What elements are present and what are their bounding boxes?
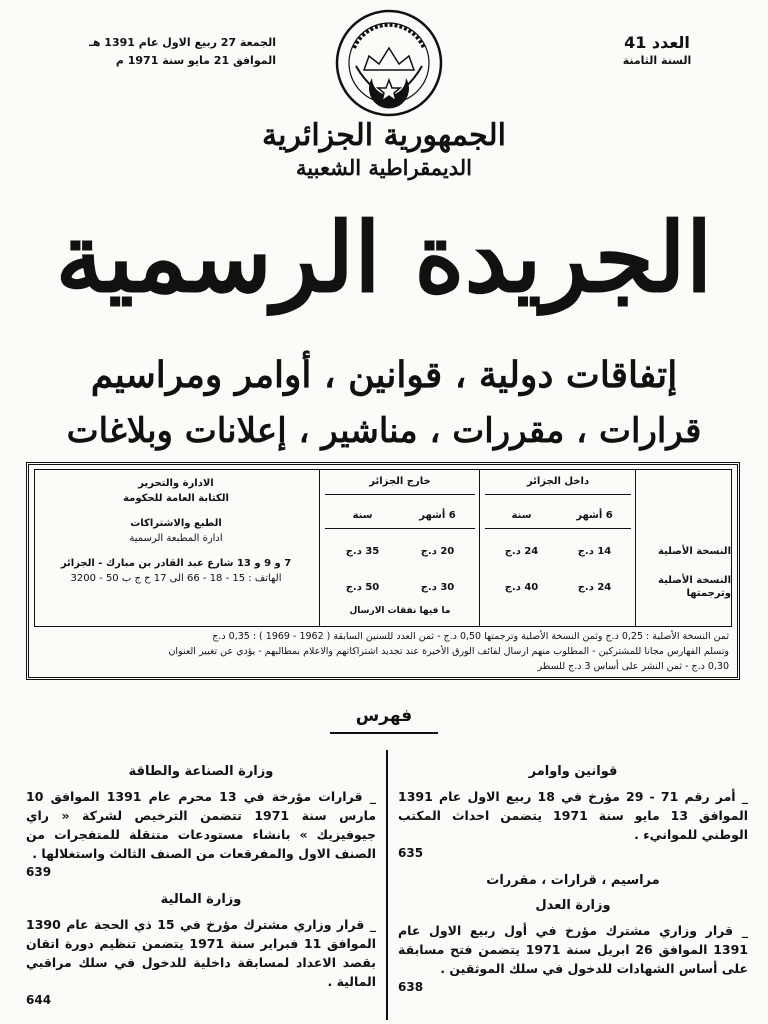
divider [325,494,475,495]
note-3: 0,30 د.ج - ثمن النشر على أساس 3 د.ج للسطر [537,661,729,672]
divider [635,470,636,626]
index-heading: فهرس [355,706,413,726]
index-entry: _ قرار وزاري مشترك مؤرخ في 15 ذي الحجة عام 1390 الموافق 11 فبراير سنة 1971 يتضمن تنظيم دورة اتقان بقصد الاعداد لمسابقة داخلية للدخول في سلك مراقبي المالية . [26,917,376,989]
divider [325,528,475,529]
heading-rule [330,732,438,734]
section-heading: وزارة العدل [535,898,611,913]
administration-info [37,476,315,586]
admin-line-1: الكتابة العامة للحكومة [123,493,229,504]
inside-original-6m: 14 د.ج [577,546,612,557]
subscription-notes [37,629,729,674]
page-number: 639 [26,865,52,879]
row-label-original: النسخة الأصلية [658,546,731,557]
volume-year: السنة الثامنة [622,54,692,67]
note-1: ثمن النسخة الأصلية : 0,25 د.ج وثمن النسخة الأصلية وترجمتها 0,50 د.ج - ثمن العدد للسنين السابقة ( 1962 - 1969 ) : 0,35 د.ج [212,631,729,642]
date-hijri: الجمعة 27 ربيع الاول عام 1391 هـ [89,36,276,49]
index-right-column [398,760,748,1005]
date-gregorian: الموافق 21 مايو سنة 1971 م [115,54,276,67]
section-heading: وزارة المالية [160,892,242,907]
outside-original-year: 35 د.ج [345,546,380,557]
header-dates [36,34,276,70]
inside-algeria-header: داخل الجزائر [526,476,590,487]
outside-algeria-header: خارج الجزائر [369,476,431,487]
outside-col-year: سنة [352,510,373,521]
state-emblem-seal [334,8,444,118]
outside-translated-year: 50 د.ج [345,582,380,593]
issue-number: العدد 41 [624,33,690,52]
section-heading: قوانين واوامر [528,764,618,779]
outside-original-6m: 20 د.ج [420,546,455,557]
page-number: 635 [398,846,424,860]
admin-title: الادارة والتحرير [138,478,214,489]
subscription-box [26,462,740,680]
outside-translated-6m: 30 د.ج [420,582,455,593]
section-heading: وزارة الصناعة والطاقة [128,764,274,779]
admin-line-3: ادارة المطبعة الرسمية [129,533,223,544]
admin-line-2: الطبع والاشتراكات [130,518,222,529]
admin-line-4: 7 و 9 و 13 شارع عبد القادر بن مبارك - الجزائر [60,558,292,569]
index-left-column [26,760,376,1018]
page-number: 644 [26,993,52,1007]
index-entry: _ قرار وزاري مشترك مؤرخ في أول ربيع الاول عام 1391 الموافق 26 ابريل سنة 1971 يتضمن فتح مسابقة على أساس الشهادات للدخول في سلك الموثقين . [398,923,748,976]
inside-translated-year: 40 د.ج [504,582,539,593]
subscription-table [34,469,732,627]
admin-line-5: الهاتف : 15 - 18 - 66 الى 17 ح ج ب 50 - 3200 [70,573,282,584]
divider [479,470,480,626]
index-entry: _ أمر رقم 71 - 29 مؤرخ في 18 ربيع الاول عام 1391 الموافق 13 مايو سنة 1971 يتضمن احداث المكتب الوطني للموانيء . [398,789,748,842]
inside-translated-6m: 24 د.ج [577,582,612,593]
index-entry: _ قرارات مؤرخة في 13 محرم عام 1391 الموافق 10 مارس سنة 1971 تتضمن الترخيص لشركة « راي جيوفيزيك » بانشاء مستودعات متنقلة للمتفجرات من الصنف الاول والمفرقعات من الصنف الثالث واستغلالها . [26,789,377,861]
masthead-subtitle-1: إتفاقات دولية ، قوانين ، أوامر ومراسيم [90,354,678,396]
header-issue [582,34,732,70]
page-number: 638 [398,980,424,994]
note-2: وتسلم الفهارس مجانا للمشتركين - المطلوب منهم ارسال لفائف الورق الأخيرة عند تجديد اشتراكاتهم والاعلام بمطالبهم - يؤدي عن تغيير العنوان [168,646,729,657]
inside-col-year: سنة [511,510,532,521]
outside-col-6m: 6 أشهر [419,510,456,521]
masthead-subtitle-2: قرارات ، مقررات ، مناشير ، إعلانات وبلاغات [66,411,702,451]
gazette-masthead-title: الجريدة الرسمية [55,201,713,314]
divider [485,528,631,529]
shipping-note: ما فيها نفقات الارسال [349,606,451,616]
row-label-translated: النسخة الأصلية وترجمتها [658,575,731,599]
republic-line-2: الديمقراطية الشعبية [296,155,472,180]
republic-line-1: الجمهورية الجزائرية [262,118,506,153]
column-divider [386,750,388,1020]
section-heading: مراسيم ، قرارات ، مقررات [486,873,660,888]
republic-name [0,118,768,182]
inside-col-6m: 6 أشهر [576,510,613,521]
inside-original-year: 24 د.ج [504,546,539,557]
divider [319,470,320,626]
divider [485,494,631,495]
